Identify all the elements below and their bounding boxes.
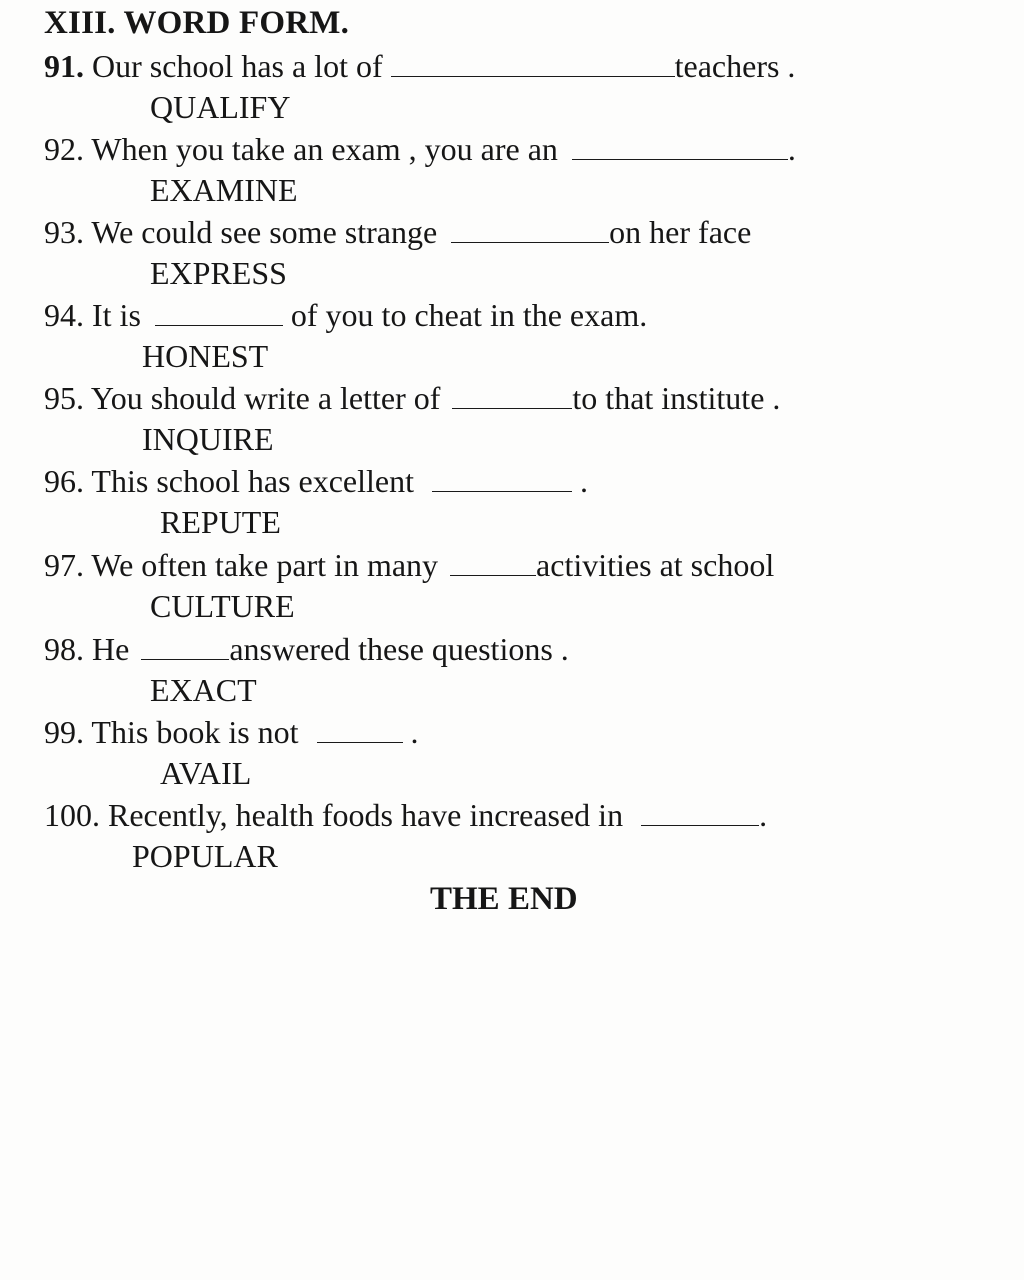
question-number: 97. — [44, 547, 84, 583]
question-text-before: This school has excellent — [84, 463, 422, 499]
question-96 — [44, 462, 588, 500]
answer-blank[interactable] — [317, 738, 403, 743]
question-text-after: on her face — [609, 214, 752, 250]
word-hint-94: HONEST — [142, 338, 269, 374]
section-heading: XIII. WORD FORM. — [44, 5, 350, 41]
question-text-after: teachers . — [674, 48, 796, 84]
the-end-footer: THE END — [430, 881, 578, 917]
word-hint-91: QUALIFY — [150, 89, 291, 125]
answer-blank[interactable] — [451, 238, 609, 243]
question-number: 100. — [44, 797, 100, 833]
question-number: 98. — [44, 631, 84, 667]
question-92 — [44, 130, 796, 168]
question-94 — [44, 296, 647, 334]
question-number: 94. — [44, 297, 84, 333]
question-text-after: answered these questions . — [229, 631, 569, 667]
word-hint-96: REPUTE — [160, 504, 281, 540]
word-hint-99: AVAIL — [160, 755, 252, 791]
question-text-after: . — [759, 797, 768, 833]
question-text-before: He — [84, 631, 138, 667]
question-text-after: to that institute . — [572, 380, 781, 416]
question-text-after: . — [402, 714, 419, 750]
answer-blank[interactable] — [432, 487, 572, 492]
question-95 — [44, 379, 780, 417]
question-text-before: We could see some strange — [84, 214, 446, 250]
question-text-before: Our school has a lot of — [84, 48, 391, 84]
question-number: 96. — [44, 463, 84, 499]
word-hint-95: INQUIRE — [142, 421, 274, 457]
word-hint-100: POPULAR — [132, 838, 278, 874]
word-hint-92: EXAMINE — [150, 172, 298, 208]
question-text-after: . — [787, 131, 796, 167]
answer-blank[interactable] — [450, 571, 536, 576]
question-number: 95. — [44, 380, 84, 416]
question-text-before: It is — [84, 297, 149, 333]
question-98 — [44, 630, 569, 668]
question-text-before: When you take an exam , you are an — [84, 131, 566, 167]
word-hint-97: CULTURE — [150, 588, 295, 624]
answer-blank[interactable] — [641, 821, 759, 826]
question-text-before: This book is not — [84, 714, 307, 750]
question-text-before: Recently, health foods have increased in — [100, 797, 632, 833]
word-hint-98: EXACT — [150, 672, 257, 708]
question-text-after: . — [572, 463, 588, 499]
word-hint-93: EXPRESS — [150, 255, 287, 291]
question-91 — [44, 47, 795, 85]
question-99 — [44, 713, 419, 751]
question-93 — [44, 213, 751, 251]
answer-blank[interactable] — [572, 155, 788, 160]
question-number: 91. — [44, 48, 84, 84]
answer-blank[interactable] — [155, 321, 283, 326]
answer-blank[interactable] — [141, 655, 229, 660]
question-number: 99. — [44, 714, 84, 750]
question-97 — [44, 546, 774, 584]
question-text-before: You should write a letter of — [84, 380, 449, 416]
question-text-after: activities at school — [536, 547, 775, 583]
question-number: 93. — [44, 214, 84, 250]
question-number: 92. — [44, 131, 84, 167]
answer-blank[interactable] — [391, 72, 675, 77]
question-text-before: We often take part in many — [84, 547, 447, 583]
question-text-after: of you to cheat in the exam. — [282, 297, 648, 333]
answer-blank[interactable] — [452, 404, 572, 409]
question-100 — [44, 796, 767, 834]
